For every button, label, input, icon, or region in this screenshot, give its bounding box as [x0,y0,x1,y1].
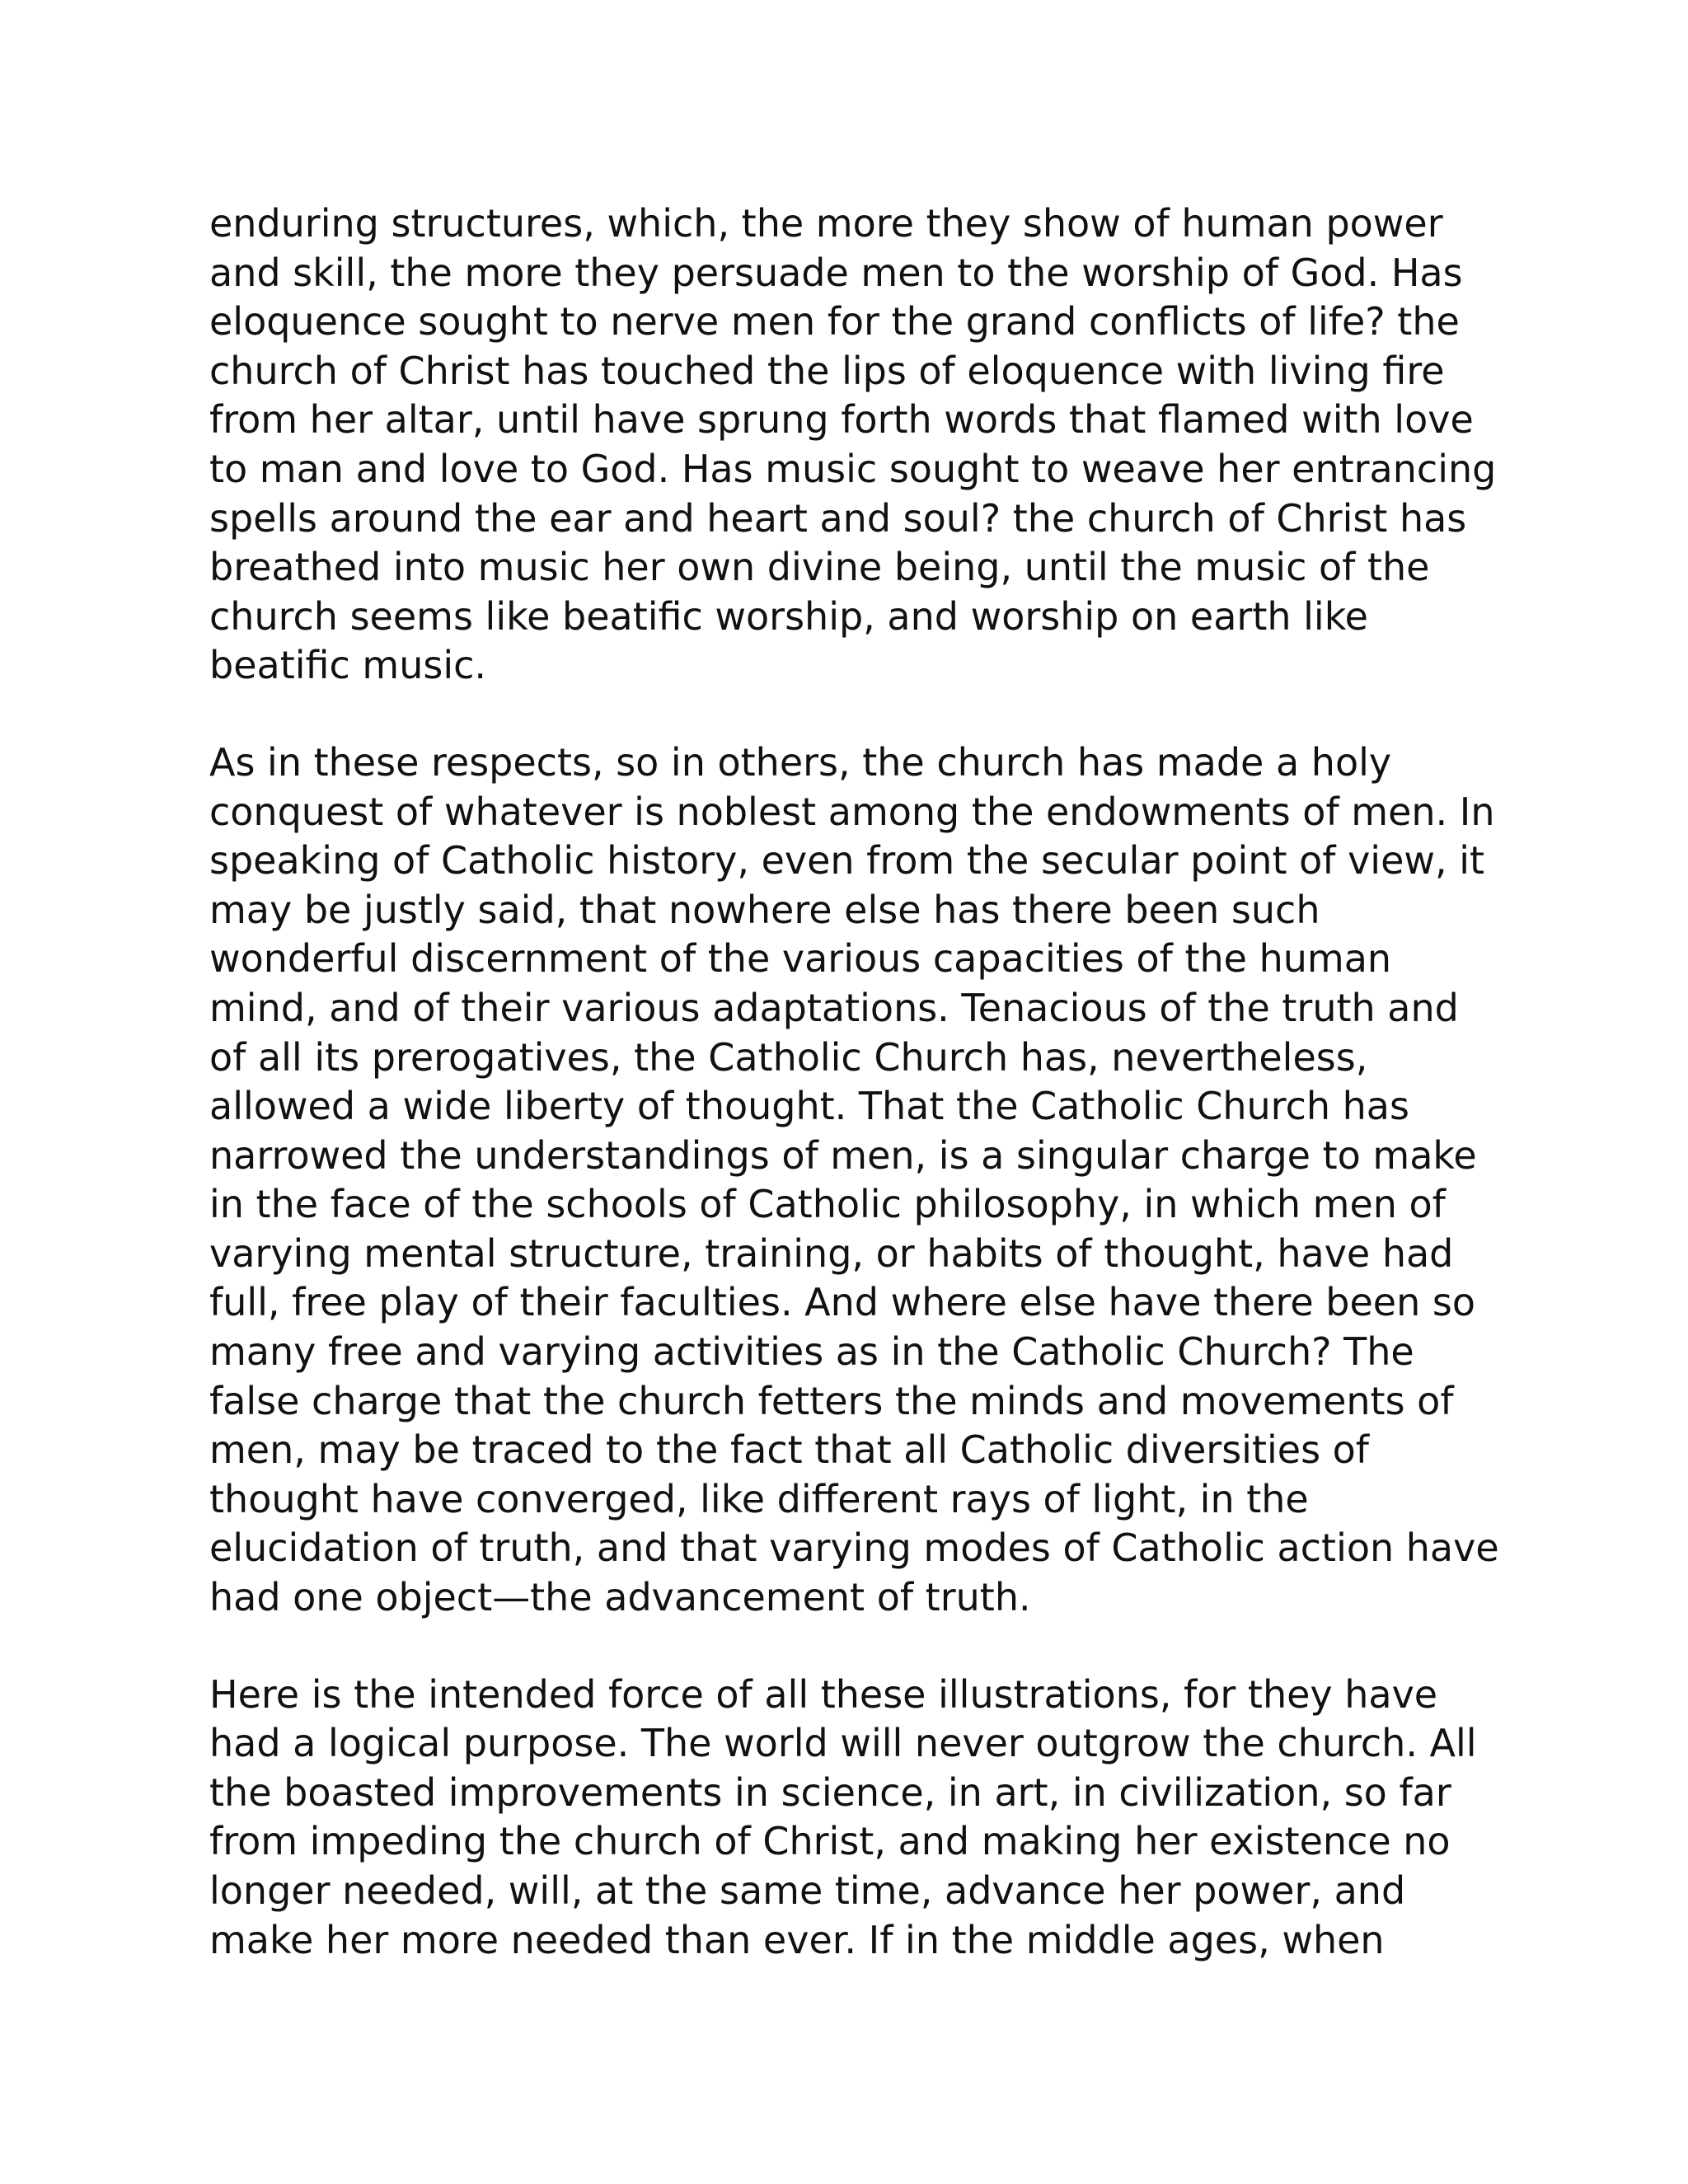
text-line: and skill, the more they persuade men to the worship of God. Has [209,250,1463,295]
text-line: enduring structures, which, the more they show of human power [209,201,1443,246]
text-line: thought have converged, like different rays of light, in the [209,1476,1309,1521]
text-line: of all its prerogatives, the Catholic Church has, nevertheless, [209,1034,1368,1080]
text-line: narrowed the understandings of men, is a singular charge to make [209,1132,1477,1178]
text-line: mind, and of their various adaptations. Tenacious of the truth and [209,985,1459,1030]
text-line: had one object—the advancement of truth. [209,1575,1031,1620]
text-line: varying mental structure, training, or habits of thought, have had [209,1230,1454,1276]
text-line: church seems like beatific worship, and worship on earth like [209,593,1368,639]
text-line: Here is the intended force of all these illustrations, for they have [209,1671,1438,1717]
text-line: allowed a wide liberty of thought. That the Catholic Church has [209,1084,1409,1129]
text-line: conquest of whatever is noblest among the endowments of men. In [209,789,1495,834]
text-line: may be justly said, that nowhere else has there been such [209,887,1320,932]
text-line: As in these respects, so in others, the church has made a holy [209,739,1392,785]
text-line: speaking of Catholic history, even from the secular point of view, it [209,838,1485,883]
text-line: elucidation of truth, and that varying modes of Catholic action have [209,1526,1499,1571]
text-line: beatific music. [209,643,487,688]
text-line: to man and love to God. Has music sought to weave her entrancing [209,446,1497,491]
document-page [209,199,1499,2013]
text-line: the boasted improvements in science, in art, in civilization, so far [209,1769,1451,1815]
text-line: had a logical purpose. The world will never outgrow the church. All [209,1721,1477,1766]
text-line: church of Christ has touched the lips of eloquence with living fire [209,348,1445,393]
text-line: make her more needed than ever. If in the middle ages, when [209,1917,1385,1962]
text-line: full, free play of their faculties. And where else have there been so [209,1280,1475,1325]
text-line: from impeding the church of Christ, and making her existence no [209,1819,1451,1864]
text-line: in the face of the schools of Catholic philosophy, in which men of [209,1182,1446,1227]
text-line: wonderful discernment of the various capacities of the human [209,936,1392,982]
text-line: false charge that the church fetters the minds and movements of [209,1378,1454,1423]
text-line: many free and varying activities as in the Catholic Church? The [209,1329,1414,1375]
text-line: spells around the ear and heart and soul? the church of Christ has [209,495,1467,541]
paragraph-2 [209,738,1499,1623]
text-line: from her altar, until have sprung forth words that flamed with love [209,397,1474,443]
text-line: longer needed, will, at the same time, advance her power, and [209,1868,1406,1913]
text-line: eloquence sought to nerve men for the grand conflicts of life? the [209,299,1460,344]
paragraph-1 [209,199,1495,691]
paragraph-3 [209,1671,1495,1966]
text-line: men, may be traced to the fact that all Catholic diversities of [209,1427,1369,1473]
text-line: breathed into music her own divine being, until the music of the [209,545,1430,590]
